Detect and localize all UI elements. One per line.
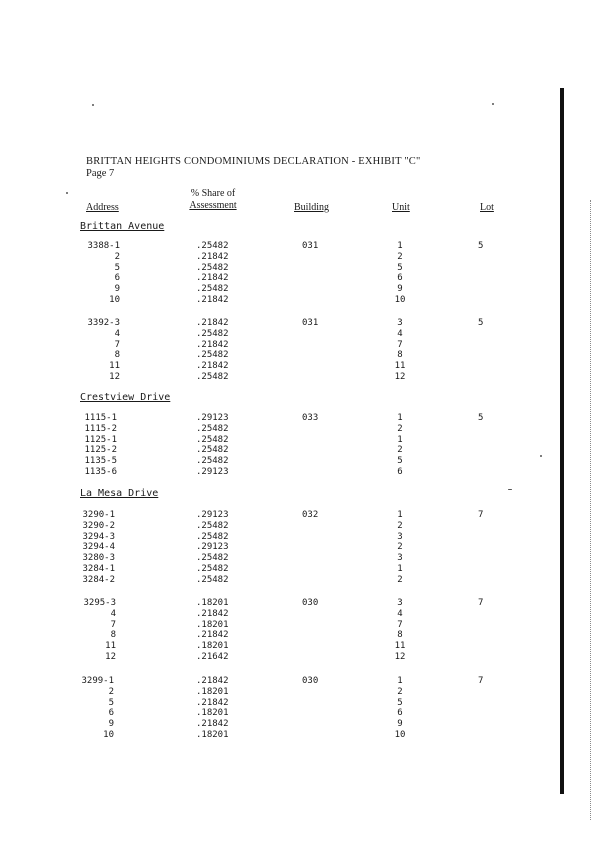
table-group <box>0 318 600 383</box>
address-cell: 1125-1 <box>84 434 117 445</box>
table-row <box>0 340 600 351</box>
table-row <box>0 542 600 553</box>
building-cell: 030 <box>302 676 319 686</box>
unit-cell: 8 <box>397 350 403 361</box>
building-cell: 030 <box>302 598 319 608</box>
table-row <box>0 687 600 698</box>
header-unit: Unit <box>392 202 410 213</box>
unit-cell: 11 <box>394 641 406 652</box>
table-row <box>0 241 600 252</box>
address-cell: 10 <box>109 294 120 305</box>
table-row <box>0 521 600 532</box>
share-cell: .25482 <box>196 262 229 273</box>
address-cell: 8 <box>114 350 120 361</box>
table-row <box>0 295 600 306</box>
address-cell: 1135-6 <box>84 466 117 477</box>
building-cell: 031 <box>302 318 319 328</box>
share-cell: .25482 <box>196 284 229 295</box>
table-row <box>0 467 600 478</box>
address-cell: 6 <box>114 273 120 284</box>
table-row <box>0 652 600 663</box>
share-cell: .18201 <box>196 598 229 608</box>
address-cell: 2 <box>114 251 120 262</box>
table-row <box>0 532 600 543</box>
share-cell: .21842 <box>196 697 229 708</box>
unit-cell: 7 <box>397 619 403 630</box>
unit-cell: 1 <box>397 510 403 520</box>
lot-cell: 5 <box>478 413 484 423</box>
table-row <box>0 372 600 383</box>
address-cell: 12 <box>105 651 116 662</box>
unit-cell: 2 <box>397 542 403 553</box>
lot-cell: 7 <box>478 676 484 686</box>
table-row <box>0 575 600 586</box>
address-cell: 3392-3 <box>87 318 120 328</box>
table-row <box>0 698 600 709</box>
address-cell: 4 <box>110 608 116 619</box>
unit-cell: 11 <box>394 361 406 372</box>
unit-cell: 2 <box>397 520 403 531</box>
lot-cell: 7 <box>478 598 484 608</box>
share-cell: .29123 <box>196 510 229 520</box>
address-cell: 9 <box>108 719 114 730</box>
address-cell: 3295-3 <box>83 598 116 608</box>
share-cell: .25482 <box>196 445 229 456</box>
table-group <box>0 598 600 663</box>
table-row <box>0 719 600 730</box>
unit-cell: 2 <box>397 423 403 434</box>
address-cell: 11 <box>105 641 116 652</box>
address-cell: 3284-2 <box>82 574 115 585</box>
address-cell: 1135-5 <box>84 456 117 467</box>
address-cell: 9 <box>114 284 120 295</box>
share-cell: .18201 <box>196 686 229 697</box>
table-group <box>0 676 600 741</box>
unit-cell: 5 <box>397 697 403 708</box>
scan-speck <box>492 103 494 105</box>
unit-cell: 1 <box>397 413 403 423</box>
unit-cell: 6 <box>397 708 403 719</box>
table-group <box>0 241 600 306</box>
share-cell: .29123 <box>196 542 229 553</box>
share-cell: .21842 <box>196 251 229 262</box>
table-row <box>0 329 600 340</box>
unit-cell: 2 <box>397 686 403 697</box>
street-brittan-avenue: Brittan Avenue <box>80 221 165 232</box>
scan-speck <box>92 104 94 106</box>
table-row <box>0 424 600 435</box>
share-cell: .18201 <box>196 729 229 740</box>
unit-cell: 2 <box>397 574 403 585</box>
unit-cell: 9 <box>397 719 403 730</box>
unit-cell: 3 <box>397 318 403 328</box>
share-cell: .25482 <box>196 563 229 574</box>
address-cell: 4 <box>114 328 120 339</box>
share-cell: .25482 <box>196 371 229 382</box>
unit-cell: 12 <box>394 371 406 382</box>
building-cell: 033 <box>302 413 319 423</box>
header-share-line1: % Share of <box>190 188 236 199</box>
table-row <box>0 273 600 284</box>
table-row <box>0 361 600 372</box>
unit-cell: 12 <box>394 651 406 662</box>
share-cell: .25482 <box>196 531 229 542</box>
table-row <box>0 641 600 652</box>
unit-cell: 10 <box>394 729 406 740</box>
share-cell: .21842 <box>196 608 229 619</box>
table-row <box>0 630 600 641</box>
address-cell: 5 <box>108 697 114 708</box>
share-cell: .25482 <box>196 350 229 361</box>
table-row <box>0 510 600 521</box>
address-cell: 3388-1 <box>87 241 120 251</box>
lot-cell: 7 <box>478 510 484 520</box>
address-cell: 2 <box>108 686 114 697</box>
table-row <box>0 445 600 456</box>
address-cell: 3290-1 <box>82 510 115 520</box>
address-cell: 1125-2 <box>84 445 117 456</box>
address-cell: 11 <box>109 361 120 372</box>
share-cell: .25482 <box>196 553 229 564</box>
header-lot: Lot <box>480 202 494 213</box>
share-cell: .21842 <box>196 719 229 730</box>
address-cell: 12 <box>109 371 120 382</box>
unit-cell: 3 <box>397 553 403 564</box>
unit-cell: 7 <box>397 339 403 350</box>
share-cell: .25482 <box>196 520 229 531</box>
share-cell: .29123 <box>196 413 229 423</box>
street-crestview-drive: Crestview Drive <box>80 392 171 403</box>
building-cell: 032 <box>302 510 319 520</box>
street-la-mesa-drive: La Mesa Drive <box>80 488 159 499</box>
share-cell: .25482 <box>196 456 229 467</box>
share-cell: .25482 <box>196 241 229 251</box>
address-cell: 3280-3 <box>82 553 115 564</box>
address-cell: 10 <box>103 729 114 740</box>
table-row <box>0 350 600 361</box>
address-cell: 6 <box>108 708 114 719</box>
address-cell: 3284-1 <box>82 563 115 574</box>
share-cell: .25482 <box>196 574 229 585</box>
unit-cell: 1 <box>397 241 403 251</box>
unit-cell: 2 <box>397 251 403 262</box>
address-cell: 8 <box>110 630 116 641</box>
unit-cell: 4 <box>397 328 403 339</box>
unit-cell: 10 <box>394 294 406 305</box>
unit-cell: 6 <box>397 273 403 284</box>
share-cell: .21842 <box>196 339 229 350</box>
table-row <box>0 676 600 687</box>
address-cell: 7 <box>114 339 120 350</box>
page-number: Page 7 <box>86 168 115 179</box>
scan-speck <box>508 489 512 490</box>
unit-cell: 1 <box>397 563 403 574</box>
table-row <box>0 318 600 329</box>
share-cell: .21842 <box>196 273 229 284</box>
unit-cell: 3 <box>397 598 403 608</box>
address-cell: 3294-4 <box>82 542 115 553</box>
unit-cell: 9 <box>397 284 403 295</box>
share-cell: .21842 <box>196 294 229 305</box>
share-cell: .21842 <box>196 630 229 641</box>
share-cell: .25482 <box>196 328 229 339</box>
unit-cell: 2 <box>397 445 403 456</box>
share-cell: .21842 <box>196 676 229 686</box>
table-row <box>0 620 600 631</box>
table-row <box>0 435 600 446</box>
table-row <box>0 598 600 609</box>
unit-cell: 4 <box>397 608 403 619</box>
lot-cell: 5 <box>478 318 484 328</box>
scan-speck <box>66 192 68 194</box>
unit-cell: 8 <box>397 630 403 641</box>
address-cell: 1115-2 <box>84 423 117 434</box>
table-row <box>0 553 600 564</box>
share-cell: .21842 <box>196 318 229 328</box>
share-cell: .25482 <box>196 423 229 434</box>
table-row <box>0 708 600 719</box>
share-cell: .18201 <box>196 619 229 630</box>
unit-cell: 1 <box>397 676 403 686</box>
header-share <box>186 188 240 212</box>
table-row <box>0 609 600 620</box>
address-cell: 3299-1 <box>81 676 114 686</box>
address-cell: 7 <box>110 619 116 630</box>
address-cell: 3294-3 <box>82 531 115 542</box>
share-cell: .21642 <box>196 651 229 662</box>
share-cell: .29123 <box>196 466 229 477</box>
table-group <box>0 413 600 478</box>
table-row <box>0 263 600 274</box>
unit-cell: 3 <box>397 531 403 542</box>
header-share-line2: Assessment <box>189 200 237 211</box>
table-row <box>0 456 600 467</box>
unit-cell: 5 <box>397 456 403 467</box>
document-title: BRITTAN HEIGHTS CONDOMINIUMS DECLARATION - EXHIBIT "C" <box>86 156 421 167</box>
table-row <box>0 284 600 295</box>
building-cell: 031 <box>302 241 319 251</box>
unit-cell: 5 <box>397 262 403 273</box>
share-cell: .25482 <box>196 434 229 445</box>
share-cell: .18201 <box>196 708 229 719</box>
table-group <box>0 510 600 586</box>
header-building: Building <box>294 202 330 213</box>
table-row <box>0 730 600 741</box>
lot-cell: 5 <box>478 241 484 251</box>
table-row <box>0 564 600 575</box>
table-row <box>0 413 600 424</box>
address-cell: 5 <box>114 262 120 273</box>
header-address: Address <box>86 202 119 213</box>
table-row <box>0 252 600 263</box>
share-cell: .18201 <box>196 641 229 652</box>
unit-cell: 6 <box>397 466 403 477</box>
address-cell: 1115-1 <box>84 413 117 423</box>
unit-cell: 1 <box>397 434 403 445</box>
share-cell: .21842 <box>196 361 229 372</box>
address-cell: 3290-2 <box>82 520 115 531</box>
